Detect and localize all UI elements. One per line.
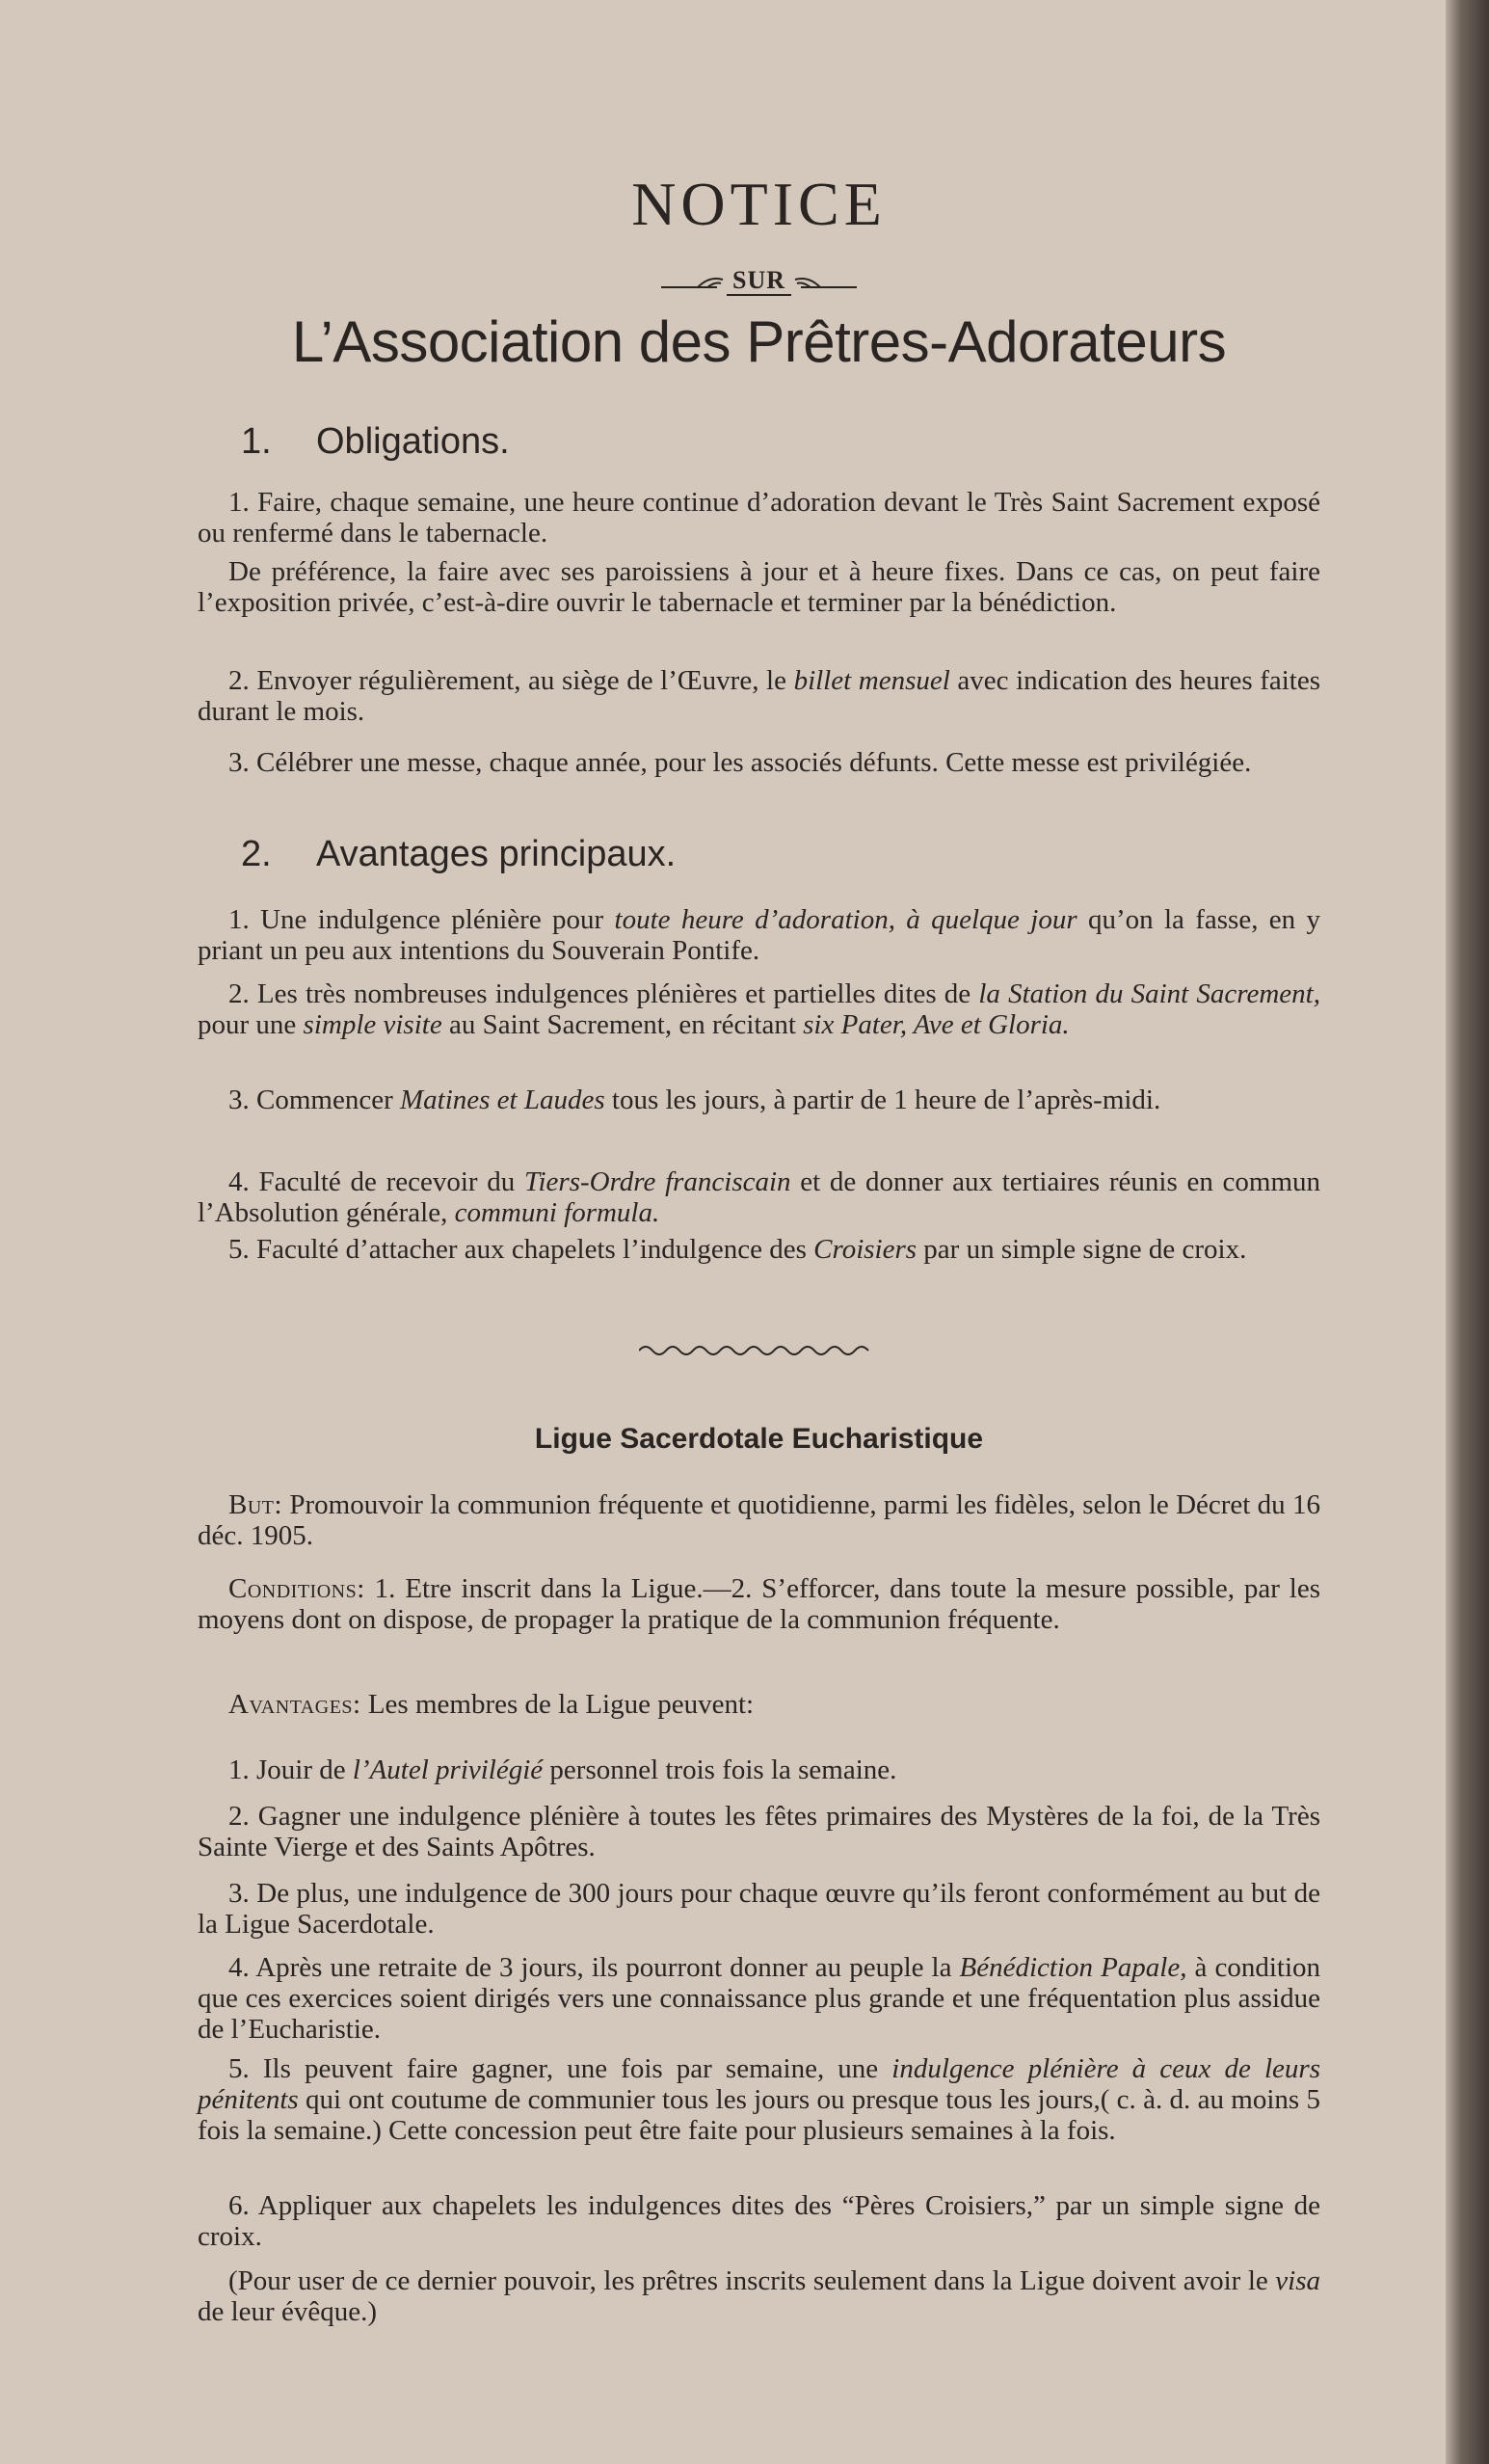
- paragraph: [198, 747, 1320, 778]
- text-run: 5. Ils peuvent faire gagner, une fois par semaine, une: [228, 2053, 892, 2084]
- section-number: 2.: [241, 834, 272, 874]
- text-run: personnel trois fois la semaine.: [543, 1754, 897, 1785]
- conditions-text: 1. Etre inscrit dans la Ligue.—2. S’efforcer, dans toute la mesure possible, par les moyens dont on dispose, de propager la pratique de la communion fréquente.: [198, 1573, 1320, 1635]
- italic-text: six Pater, Ave et Gloria.: [803, 1009, 1070, 1040]
- text-run: qui ont coutume de communier tous les jours ou presque tous les jours,( c. à. d. au moins 5 fois la semaine.) Cette concession peut être faite pour plusieurs semaines à la fois.: [198, 2084, 1320, 2146]
- italic-text: l’Autel privilégié: [352, 1754, 544, 1785]
- association-title: L’Association des Prêtres-Adorateurs: [291, 309, 1227, 374]
- ligue-avantages: [198, 1689, 1320, 1720]
- text-run: pour une: [198, 1009, 304, 1040]
- italic-text: Tiers-Ordre franciscain: [523, 1166, 791, 1197]
- section-title: Obligations.: [316, 421, 510, 462]
- text-run: 2. Envoyer régulièrement, au siège de l’Œuvre, le: [228, 665, 794, 696]
- text-run: tous les jours, à partir de 1 heure de l’après-midi.: [604, 1085, 1161, 1115]
- paragraph: [198, 1801, 1320, 1862]
- text-run: 1. Faire, chaque semaine, une heure continue d’adoration devant le Très Saint Sacrement exposé ou renfermé dans le tabernacle.: [198, 487, 1320, 549]
- text-run: qu’on la fasse, en y priant un peu aux intentions du Souverain Pontife.: [198, 904, 1320, 966]
- section-heading-obligations: [241, 421, 510, 463]
- avantages-label: Avantages:: [228, 1689, 361, 1720]
- text-run: à condition que ces exercices soient dirigés vers une connaissance plus grande et une fréquentation plus assidue de l’Eucharistie.: [198, 1952, 1320, 2045]
- text-run: et de donner aux tertiaires réunis en commun l’Absolution générale,: [198, 1166, 1321, 1228]
- paragraph: [198, 904, 1320, 966]
- ligue-but: [198, 1489, 1320, 1551]
- ligue-title: Ligue Sacerdotale Eucharistique: [534, 1423, 984, 1455]
- paragraph: [198, 2190, 1320, 2252]
- paragraph: [198, 2265, 1320, 2327]
- text-run: de leur évêque.): [198, 2296, 377, 2327]
- text-run: (Pour user de ce dernier pouvoir, les prêtres inscrits seulement dans la Ligue doivent avoir le: [228, 2265, 1276, 2296]
- paragraph: [198, 1754, 1320, 1785]
- ornament-right-icon: [791, 272, 859, 291]
- paragraph: [198, 1166, 1320, 1228]
- italic-text: Bénédiction Papale,: [959, 1952, 1187, 1983]
- paragraph: [198, 1234, 1320, 1265]
- italic-text: visa: [1275, 2265, 1320, 2296]
- italic-text: simple visite: [303, 1009, 442, 1040]
- text-run: 1. Jouir de: [228, 1754, 353, 1785]
- section-heading-avantages: [241, 834, 676, 875]
- text-run: De préférence, la faire avec ses paroissiens à jour et à heure fixes. Dans ce cas, on peut faire l’exposition privée, c’est-à-dire ouvrir le tabernacle et terminer par la bénédiction.: [198, 556, 1320, 618]
- book-edge: [1446, 0, 1489, 2464]
- but-label: But:: [228, 1489, 283, 1520]
- text-run: 3. Célébrer une messe, chaque année, pour les associés défunts. Cette messe est privilégiée.: [228, 747, 1252, 778]
- sur-word: SUR: [727, 267, 791, 296]
- text-run: 5. Faculté d’attacher aux chapelets l’indulgence des: [228, 1234, 814, 1265]
- italic-text: indulgence plénière à ceux de leurs pénitents: [198, 2053, 1320, 2115]
- italic-text: communi formula.: [454, 1197, 660, 1228]
- paragraph: [198, 487, 1320, 549]
- ligue-conditions: [198, 1573, 1320, 1635]
- text-run: 2. Les très nombreuses indulgences plénières et partielles dites de: [228, 978, 979, 1009]
- text-run: 1. Une indulgence plénière pour: [228, 904, 615, 935]
- paragraph: [198, 1952, 1320, 2045]
- section-title: Avantages principaux.: [316, 834, 677, 874]
- italic-text: toute heure d’adoration, à quelque jour: [614, 904, 1077, 935]
- text-run: 3. Commencer: [228, 1085, 400, 1115]
- wave-divider-icon: [639, 1340, 880, 1361]
- page-title: NOTICE: [631, 170, 887, 238]
- but-text: Promouvoir la communion fréquente et quotidienne, parmi les fidèles, selon le Décret du 16 déc. 1905.: [198, 1489, 1320, 1551]
- italic-text: Croisiers: [813, 1234, 917, 1265]
- text-run: 4. Faculté de recevoir du: [228, 1166, 524, 1197]
- paragraph: [198, 556, 1320, 618]
- conditions-label: Conditions:: [228, 1573, 365, 1604]
- text-run: au Saint Sacrement, en récitant: [441, 1009, 804, 1040]
- text-run: 3. De plus, une indulgence de 300 jours pour chaque œuvre qu’ils feront conformément au but de la Ligue Sacerdotale.: [198, 1878, 1320, 1940]
- paragraph: [198, 2053, 1320, 2146]
- paragraph: [198, 978, 1320, 1040]
- text-run: 2. Gagner une indulgence plénière à toutes les fêtes primaires des Mystères de la foi, de la Très Sainte Vierge et des Saints Apôtres.: [198, 1801, 1320, 1862]
- text-run: par un simple signe de croix.: [917, 1234, 1247, 1265]
- section-number: 1.: [241, 421, 272, 462]
- paragraph: [198, 1878, 1320, 1940]
- ornament-left-icon: [659, 272, 727, 291]
- sur-line: [198, 262, 1320, 301]
- italic-text: Matines et Laudes: [399, 1085, 605, 1115]
- paragraph: [198, 665, 1320, 727]
- text-run: 4. Après une retraite de 3 jours, ils pourront donner au peuple la: [228, 1952, 960, 1983]
- italic-text: billet mensuel: [793, 665, 950, 696]
- italic-text: la Station du Saint Sacrement,: [978, 978, 1320, 1009]
- paragraph: [198, 1085, 1320, 1115]
- avantages-text: Les membres de la Ligue peuvent:: [360, 1689, 755, 1720]
- text-run: 6. Appliquer aux chapelets les indulgences dites des “Pères Croisiers,” par un simple signe de croix.: [198, 2190, 1320, 2252]
- text-run: avec indication des heures faites durant le mois.: [198, 665, 1320, 727]
